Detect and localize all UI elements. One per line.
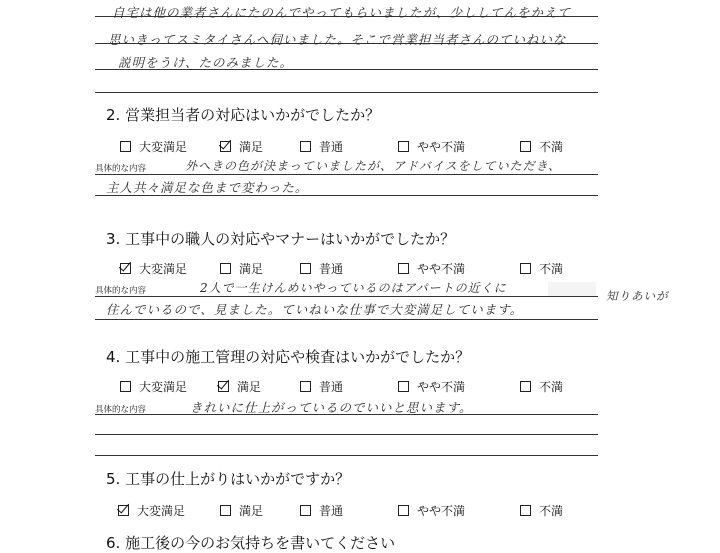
q2-option-4[interactable]: やや不満 xyxy=(398,138,465,155)
redaction-mask xyxy=(548,282,596,296)
checkbox-checked[interactable] xyxy=(218,381,229,392)
q2-handwriting-line-2: 主人共々満足な色まで変わった。 xyxy=(106,180,309,195)
q5-title: 5. 工事の仕上がりはいかがですか？ xyxy=(106,470,351,488)
checkbox[interactable] xyxy=(220,263,231,274)
q4-rule-3 xyxy=(95,455,598,456)
q2-option-3[interactable]: 普通 xyxy=(300,138,343,155)
checkbox-checked[interactable] xyxy=(120,263,131,274)
q3-rule-2 xyxy=(95,319,598,320)
checkbox[interactable] xyxy=(398,141,409,152)
checkbox[interactable] xyxy=(520,505,531,516)
checkbox[interactable] xyxy=(520,263,531,274)
q4-option-4[interactable]: やや不満 xyxy=(398,378,465,395)
q4-option-2[interactable]: 満足 xyxy=(218,378,261,395)
q5-option-4[interactable]: やや不満 xyxy=(398,502,465,519)
checkbox[interactable] xyxy=(300,381,311,392)
q1-handwriting-line-3: 説明をうけ、たのみました。 xyxy=(118,55,294,70)
q4-rule-1 xyxy=(95,414,598,415)
q3-option-2[interactable]: 満足 xyxy=(220,260,263,277)
q3-handwriting-line-2: 住んでいるので、見ました。ていねいな仕事で大変満足しています。 xyxy=(106,302,524,317)
q5-option-5[interactable]: 不満 xyxy=(520,502,563,519)
q5-option-2[interactable]: 満足 xyxy=(220,502,263,519)
q2-rule-1 xyxy=(95,174,598,175)
q1-rule-4 xyxy=(95,92,598,93)
q3-handwriting-line-1: 2人で一生けんめいやっているのはアパートの近くに xyxy=(200,281,507,295)
q3-rule-1 xyxy=(95,296,598,297)
checkbox-checked[interactable] xyxy=(220,141,231,152)
q4-title: 4. 工事中の施工管理の対応や検査はいかがでしたか？ xyxy=(106,348,471,366)
checkbox[interactable] xyxy=(300,263,311,274)
checkbox[interactable] xyxy=(300,505,311,516)
q4-option-5[interactable]: 不満 xyxy=(520,378,563,395)
q3-option-3[interactable]: 普通 xyxy=(300,260,343,277)
checkbox[interactable] xyxy=(220,505,231,516)
q2-option-5[interactable]: 不満 xyxy=(520,138,563,155)
checkbox[interactable] xyxy=(120,381,131,392)
checkbox[interactable] xyxy=(520,381,531,392)
q2-option-2[interactable]: 満足 xyxy=(220,138,263,155)
checkbox[interactable] xyxy=(520,141,531,152)
checkbox[interactable] xyxy=(398,505,409,516)
q2-option-1[interactable]: 大変満足 xyxy=(120,138,187,155)
checkbox-checked[interactable] xyxy=(118,505,129,516)
q3-option-4[interactable]: やや不満 xyxy=(398,260,465,277)
checkbox[interactable] xyxy=(120,141,131,152)
q1-handwriting-line-1: 自宅は他の業者さんにたのんでやってもらいましたが、少ししてんをかえて xyxy=(112,5,572,20)
q2-rule-2 xyxy=(95,195,598,196)
q4-detail-label: 具体的な内容 xyxy=(95,405,147,415)
q5-option-3[interactable]: 普通 xyxy=(300,502,343,519)
checkbox[interactable] xyxy=(300,141,311,152)
q4-option-3[interactable]: 普通 xyxy=(300,378,343,395)
q2-detail-label: 具体的な内容 xyxy=(95,164,147,174)
q3-option-5[interactable]: 不満 xyxy=(520,260,563,277)
q2-title: 2. 営業担当者の対応はいかがでしたか？ xyxy=(106,106,381,124)
q2-handwriting-line-1: 外へきの色が決まっていましたが、アドバイスをしていただき、 xyxy=(185,159,562,173)
checkbox[interactable] xyxy=(398,381,409,392)
q4-handwriting-line-1: きれいに仕上がっているのでいいと思います。 xyxy=(190,400,473,415)
q3-margin-note: 知りあいが xyxy=(606,289,669,303)
q1-handwriting-line-2: 思いきってスミタイさんへ伺いました。そこで営業担当者さんのていねいな xyxy=(108,32,567,47)
q3-title: 3. 工事中の職人の対応やマナーはいかがでしたか？ xyxy=(106,230,456,248)
checkbox[interactable] xyxy=(398,263,409,274)
q5-option-1[interactable]: 大変満足 xyxy=(118,502,185,519)
q6-title-partial: 6. 施工後の今のお気持ちを書いてください xyxy=(106,534,396,552)
q4-option-1[interactable]: 大変満足 xyxy=(120,378,187,395)
q4-rule-2 xyxy=(95,434,598,435)
q3-option-1[interactable]: 大変満足 xyxy=(120,260,187,277)
q3-detail-label: 具体的な内容 xyxy=(95,286,147,296)
